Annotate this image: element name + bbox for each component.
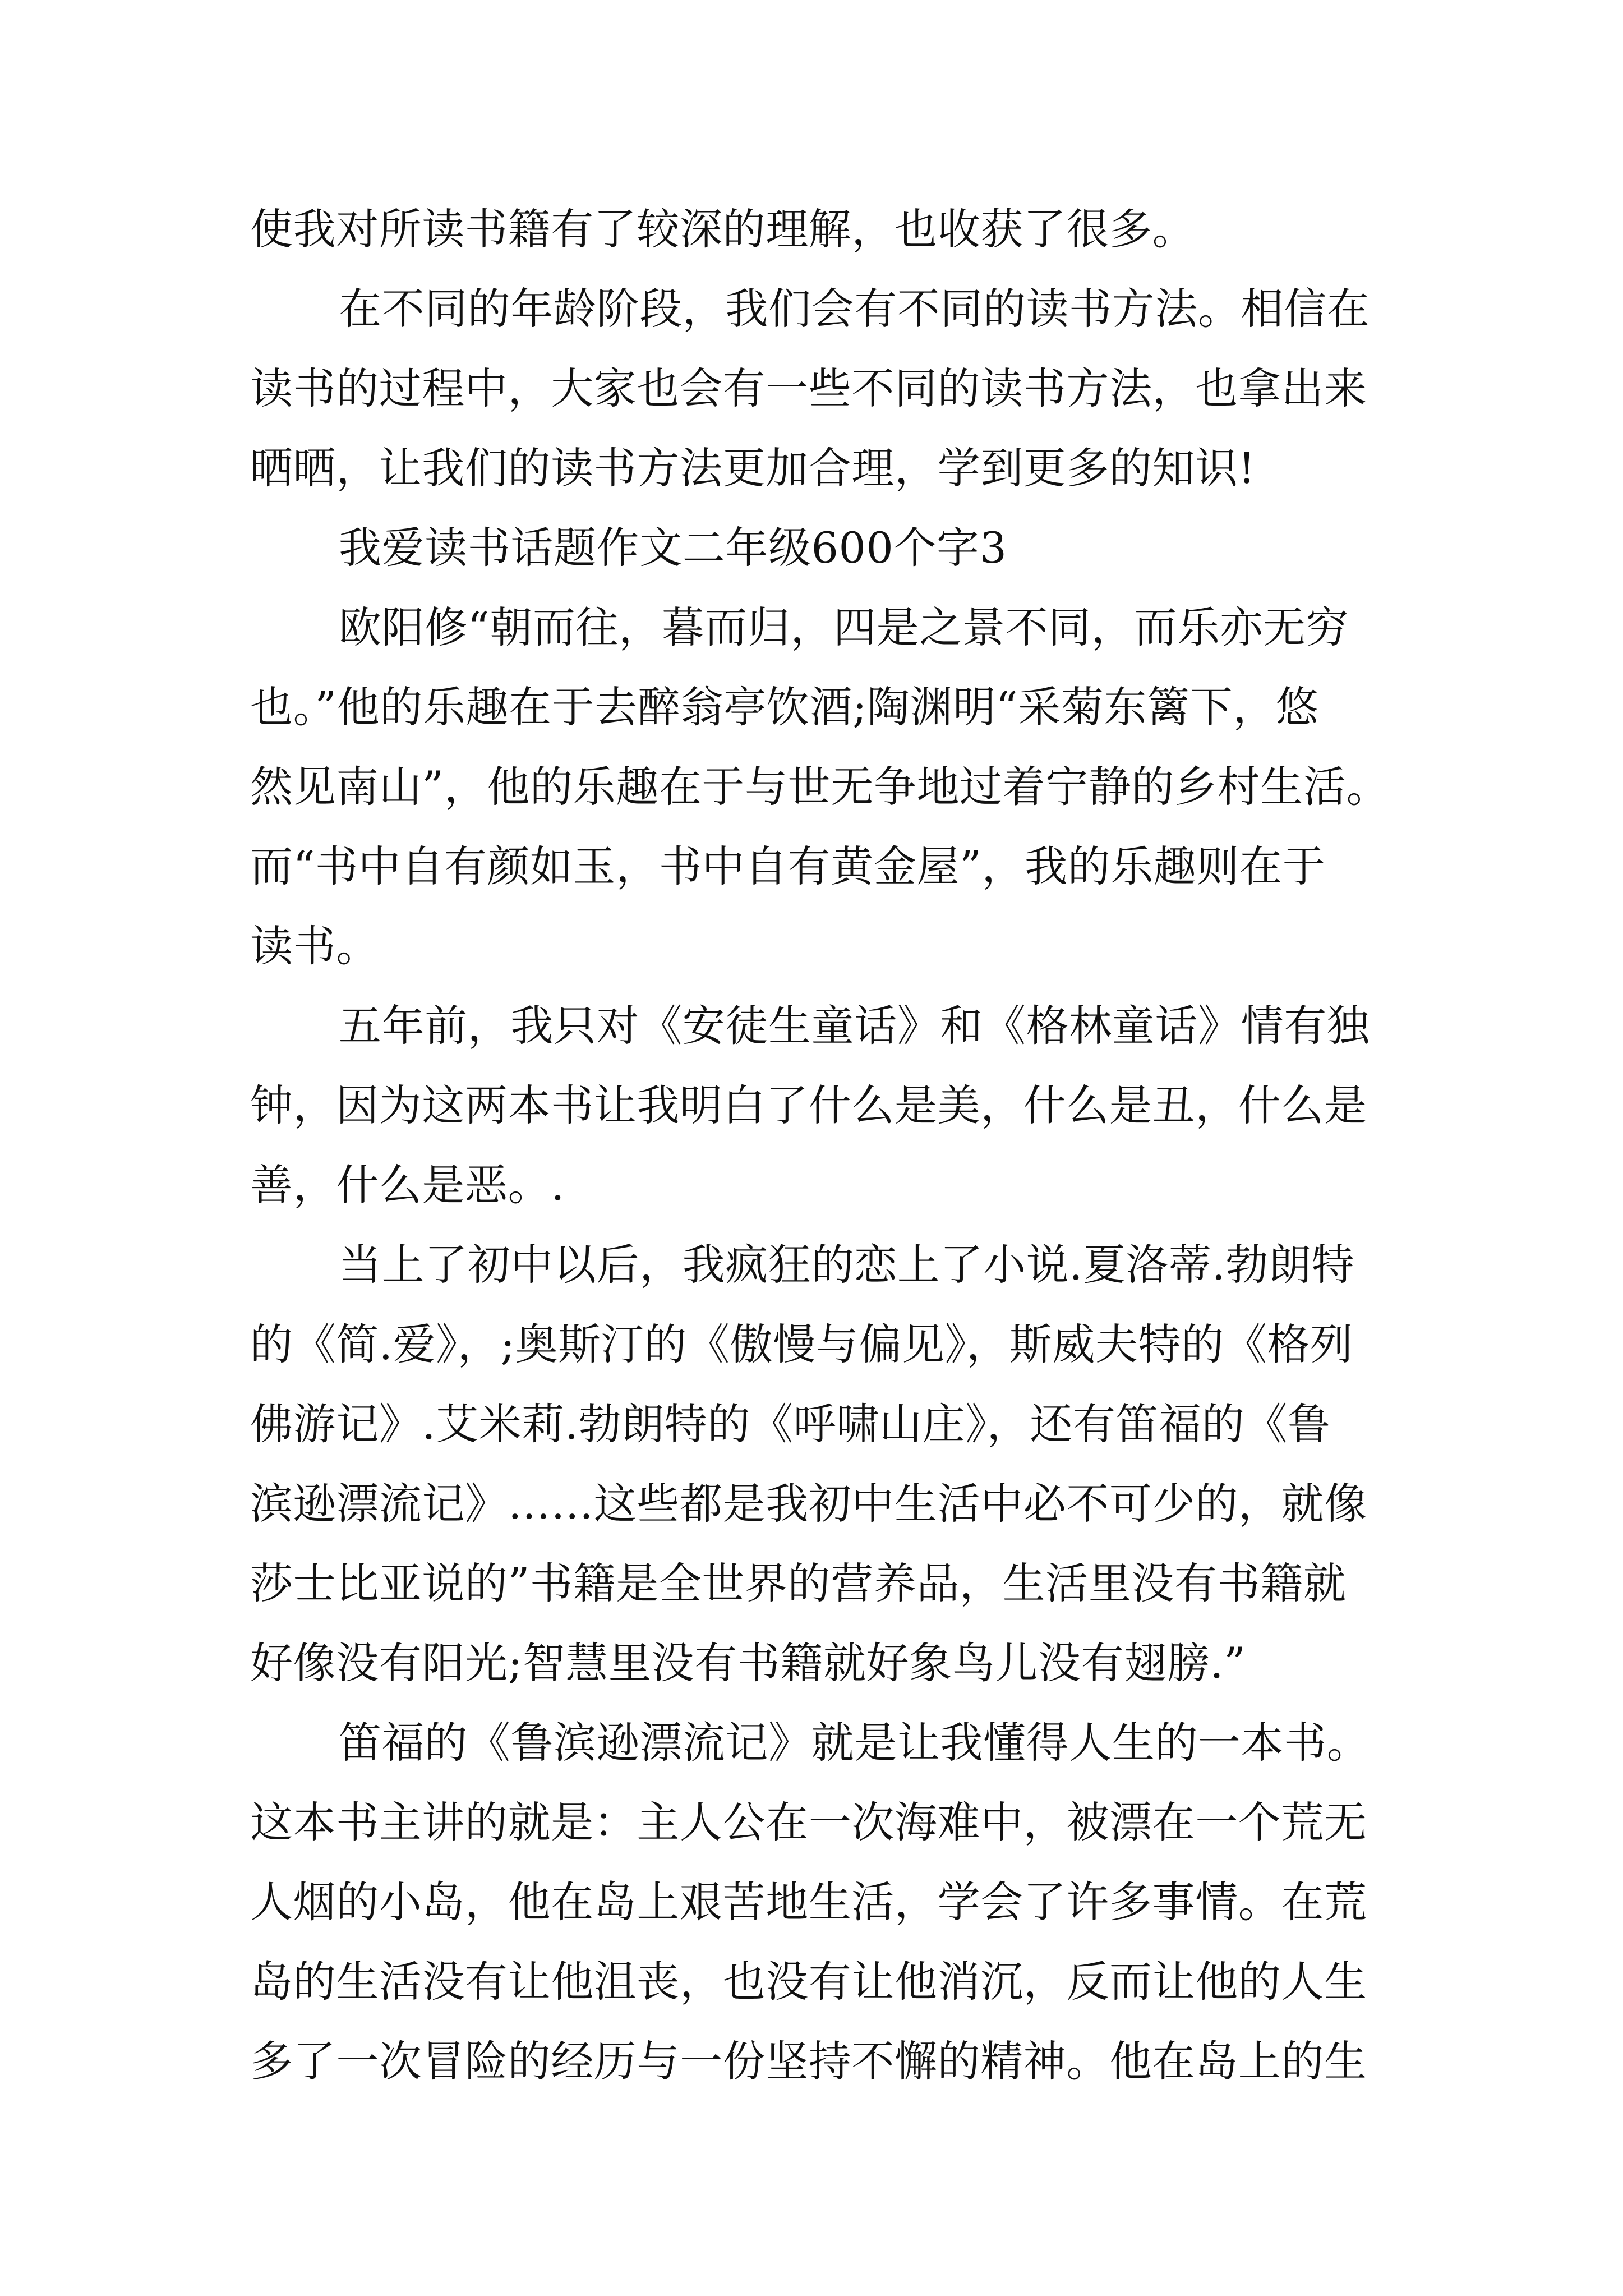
text-line: 当上了初中以后，我疯狂的恋上了小说.夏洛蒂.勃朗特 — [339, 1240, 1355, 1290]
text-line: 欧阳修“朝而往，暮而归，四是之景不同，而乐亦无穷 — [339, 602, 1349, 652]
text-line: 然见南山”，他的乐趣在于与世无争地过着宁静的乡村生活。 — [250, 762, 1390, 812]
text-line: 善，什么是恶。. — [250, 1160, 565, 1210]
text-line: 多了一次冒险的经历与一份坚持不懈的精神。他在岛上的生 — [250, 2036, 1367, 2086]
text-line: 五年前，我只对《安徒生童话》和《格林童话》情有独 — [339, 1001, 1370, 1051]
text-line: 这本书主讲的就是：主人公在一次海难中，被漂在一个荒无 — [250, 1797, 1367, 1847]
text-line: 的《简.爱》，;奥斯汀的《傲慢与偏见》，斯威夫特的《格列 — [250, 1319, 1353, 1369]
text-line: 笛福的《鲁滨逊漂流记》就是让我懂得人生的一本书。 — [339, 1718, 1370, 1768]
text-line: 人烟的小岛，他在岛上艰苦地生活，学会了许多事情。在荒 — [250, 1877, 1367, 1927]
text-line: 读书的过程中，大家也会有一些不同的读书方法，也拿出来 — [250, 364, 1367, 413]
text-line: 在不同的年龄阶段，我们会有不同的读书方法。相信在 — [339, 284, 1370, 334]
text-line: 好像没有阳光;智慧里没有书籍就好象鸟儿没有翅膀.” — [250, 1638, 1246, 1688]
text-line: 岛的生活没有让他沮丧，也没有让他消沉，反而让他的人生 — [250, 1957, 1367, 2007]
text-line: 而“书中自有颜如玉，书中自有黄金屋”，我的乐趣则在于 — [250, 841, 1326, 891]
text-line: 钟，因为这两本书让我明白了什么是美，什么是丑，什么是 — [250, 1080, 1367, 1130]
document-body — [250, 190, 1394, 2101]
text-line: 滨逊漂流记》……这些都是我初中生活中必不可少的，就像 — [250, 1479, 1367, 1529]
text-line: 晒晒，让我们的读书方法更加合理，学到更多的知识! — [250, 443, 1256, 493]
text-line: 莎士比亚说的”书籍是全世界的营养品，生活里没有书籍就 — [250, 1558, 1347, 1608]
text-line: 也。”他的乐趣在于去醉翁亭饮酒;陶渊明“采菊东篱下，悠 — [250, 682, 1319, 732]
text-line: 佛游记》.艾米莉.勃朗特的《呼啸山庄》，还有笛福的《鲁 — [250, 1399, 1331, 1449]
text-line: 使我对所读书籍有了较深的理解，也收获了很多。 — [250, 204, 1196, 254]
text-line: 我爱读书话题作文二年级600个字3 — [339, 523, 1007, 573]
text-line: 读书。 — [250, 921, 379, 971]
